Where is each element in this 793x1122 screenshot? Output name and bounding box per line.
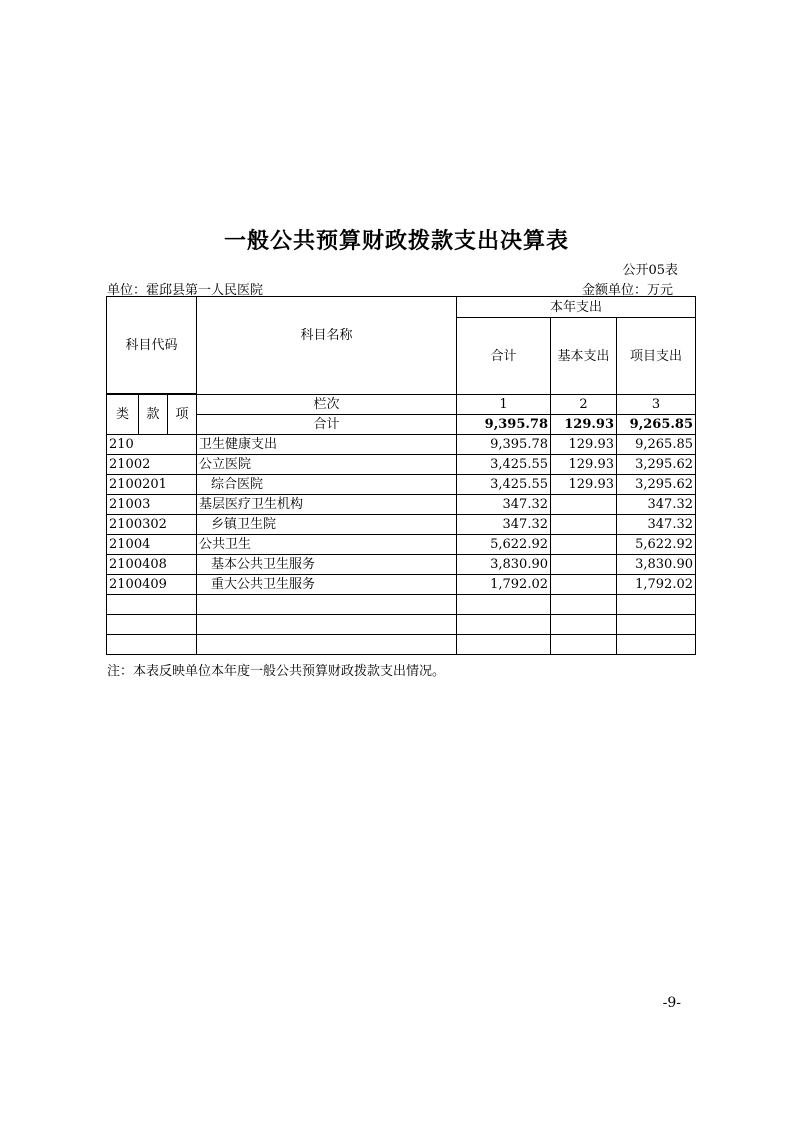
- header-xiang: 项: [168, 395, 197, 435]
- row-name: 乡镇卫生院: [197, 515, 457, 535]
- header-column-index: 栏次: [197, 395, 457, 415]
- table-row: [107, 555, 696, 575]
- row-name: 基层医疗卫生机构: [197, 495, 457, 515]
- row-basic: [551, 515, 617, 535]
- header-project: 项目支出: [617, 318, 696, 395]
- row-project: 9,265.85: [617, 435, 696, 455]
- row-code: 21004: [107, 535, 197, 555]
- col-index-1: 1: [457, 395, 551, 415]
- expenditure-table: [106, 296, 696, 655]
- empty-row: [107, 595, 696, 615]
- page-title: 一般公共预算财政拨款支出决算表: [223, 229, 569, 254]
- row-basic: 129.93: [551, 475, 617, 495]
- header-lei: 类: [107, 395, 139, 435]
- total-row-total: 9,395.78: [457, 415, 551, 435]
- row-code: 21003: [107, 495, 197, 515]
- row-name: 卫生健康支出: [197, 435, 457, 455]
- row-basic: [551, 535, 617, 555]
- table-row: [107, 515, 696, 535]
- header-current-year: 本年支出: [457, 297, 696, 318]
- header-name: 科目名称: [197, 297, 457, 395]
- money-unit: 金额单位：万元: [581, 283, 673, 298]
- row-project: 3,295.62: [617, 455, 696, 475]
- reporting-unit: 单位：霍邱县第一人民医院: [107, 283, 264, 298]
- row-basic: 129.93: [551, 435, 617, 455]
- total-row-basic: 129.93: [551, 415, 617, 435]
- row-total: 5,622.92: [457, 535, 551, 555]
- page-number: -9-: [662, 995, 681, 1011]
- header-total: 合计: [457, 318, 551, 395]
- table-row: [107, 535, 696, 555]
- row-name: 综合医院: [197, 475, 457, 495]
- row-code: 2100302: [107, 515, 197, 535]
- col-index-2: 2: [551, 395, 617, 415]
- row-code: 2100409: [107, 575, 197, 595]
- row-code: 210: [107, 435, 197, 455]
- row-name: 重大公共卫生服务: [197, 575, 457, 595]
- row-total: 3,425.55: [457, 455, 551, 475]
- row-total: 3,830.90: [457, 555, 551, 575]
- table-row: [107, 455, 696, 475]
- row-total: 347.32: [457, 515, 551, 535]
- total-row-label: 合计: [197, 415, 457, 435]
- row-project: 347.32: [617, 495, 696, 515]
- row-project: 347.32: [617, 515, 696, 535]
- row-code: 21002: [107, 455, 197, 475]
- table-row: [107, 475, 696, 495]
- table-row: [107, 435, 696, 455]
- row-total: 1,792.02: [457, 575, 551, 595]
- row-total: 3,425.55: [457, 475, 551, 495]
- empty-row: [107, 615, 696, 635]
- row-project: 3,295.62: [617, 475, 696, 495]
- row-project: 3,830.90: [617, 555, 696, 575]
- table-row: [107, 495, 696, 515]
- header-kuan: 款: [139, 395, 168, 435]
- row-total: 347.32: [457, 495, 551, 515]
- header-basic: 基本支出: [551, 318, 617, 395]
- header-code: 科目代码: [107, 297, 197, 394]
- footnote: 注：本表反映单位本年度一般公共预算财政拨款支出情况。: [107, 664, 446, 679]
- row-basic: [551, 575, 617, 595]
- row-basic: 129.93: [551, 455, 617, 475]
- row-name: 基本公共卫生服务: [197, 555, 457, 575]
- row-name: 公共卫生: [197, 535, 457, 555]
- col-index-3: 3: [617, 395, 696, 415]
- empty-row: [107, 635, 696, 655]
- form-code: 公开05表: [622, 263, 678, 278]
- table-row: [107, 575, 696, 595]
- row-project: 1,792.02: [617, 575, 696, 595]
- row-name: 公立医院: [197, 455, 457, 475]
- row-basic: [551, 495, 617, 515]
- row-basic: [551, 555, 617, 575]
- total-row-project: 9,265.85: [617, 415, 696, 435]
- row-total: 9,395.78: [457, 435, 551, 455]
- row-code: 2100408: [107, 555, 197, 575]
- row-project: 5,622.92: [617, 535, 696, 555]
- row-code: 2100201: [107, 475, 197, 495]
